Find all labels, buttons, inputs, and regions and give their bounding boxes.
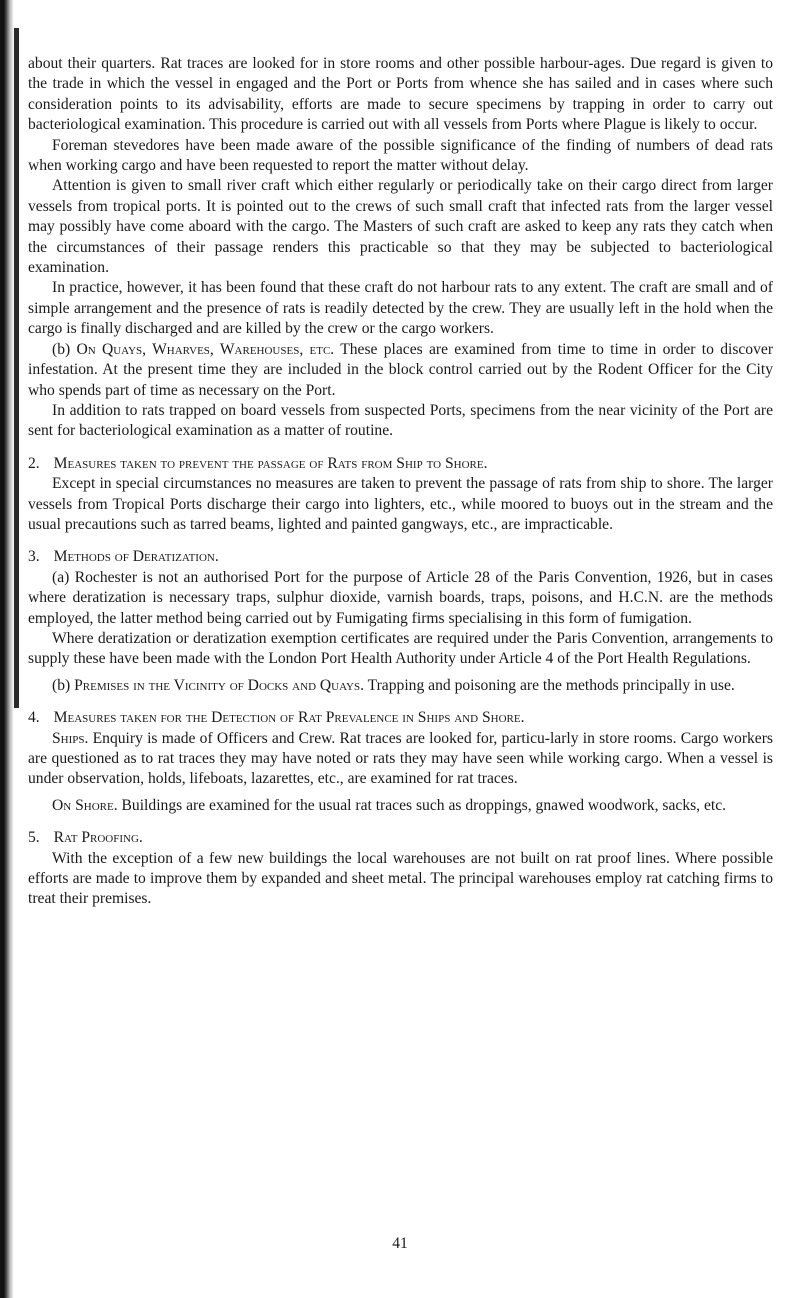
subsection-heading: On Quays, Wharves, Warehouses, etc. [76,340,335,358]
paragraph [28,796,773,816]
subsection-label: (b) [52,340,71,358]
paragraph-text: Trapping and poisoning are the methods principally in use. [367,676,735,694]
section-number: 3. [28,548,40,566]
subsection-label: (b) [52,676,71,694]
paragraph: With the exception of a few new buildings the local warehouses are not built on rat proof lines. Where possible efforts are made to improve them by expanded and sheet metal. The principal warehouses employ rat catching firms to treat their premises. [28,849,773,908]
paragraph: (a) Rochester is not an authorised Port for the purpose of Article 28 of the Paris Convention, 1926, but in cases where deratization is necessary traps, sulphur dioxide, varnish boards, traps, poisons, and H.C.N. are the methods employed, the latter method being carried out by Fumigating firms specialising in this form of fumigation. [28,568,773,627]
paragraph: Attention is given to small river craft which either regularly or periodically take on their cargo direct from larger vessels from tropical ports. It is pointed out to the crews of such small craft that infected rats from the larger vessel may possibly have come aboard with the cargo. The Masters of such craft are asked to keep any rats they catch when the circumstances of their passage renders this practicable so that they may be subjected to bacteriological examination. [28,177,773,277]
section-title: Methods of Deratization. [53,548,219,566]
paragraph [28,729,773,790]
paragraph [28,676,773,696]
paragraph: about their quarters. Rat traces are looked for in store rooms and other possible harbour-ages. Due regard is given to the trade in which the vessel in engaged and the Port or Ports from whence she has sailed and in cases where such consideration points to its advisability, efforts are made to secure specimens by trapping in order to carry out bacteriological examination. This procedure is carried out with all vessels from Ports where Plague is likely to occur. [28,55,773,134]
paragraph-text: Enquiry is made of Officers and Crew. Rat traces are looked for, particu-larly in store rooms. Cargo workers are questioned as to rat traces they may have noted or rats they may have seen while working cargo. When a vessel is under observation, holds, lifeboats, lazarettes, etc., are examined for rat traces. [28,729,773,788]
paragraph: Foreman stevedores have been made aware of the possible significance of the finding of numbers of dead rats when working cargo and have been requested to report the matter without delay. [28,136,773,175]
section-number: 4. [28,709,40,727]
paragraph: In addition to rats trapped on board vessels from suspected Ports, specimens from the near vicinity of the Port are sent for bacteriological examination as a matter of routine. [28,401,773,440]
section-heading [28,708,773,728]
subsection-heading: Ships. [52,729,89,747]
paragraph-text: Buildings are examined for the usual rat traces such as droppings, gnawed woodwork, sacks, etc. [121,796,727,814]
page-number: 41 [392,1235,408,1252]
subsection-heading: On Shore. [52,796,118,814]
section-heading [28,454,773,474]
section-title: Rat Proofing. [53,829,143,847]
page-binding-edge [0,0,14,1298]
page-binding-shadow [14,28,19,708]
paragraph: Where deratization or deratization exemption certificates are required under the Paris Convention, arrangements to supply these have been made with the London Port Health Authority under Article 4 of the Port Health Regulations. [28,629,773,668]
section-title: Measures taken to prevent the passage of Rats from Ship to Shore. [53,454,488,472]
paragraph: In practice, however, it has been found that these craft do not harbour rats to any extent. The craft are small and of simple arrangement and the presence of rats is readily detected by the crew. They are usually left in the hold when the cargo is finally discharged and are killed by the crew or the cargo workers. [28,279,773,338]
section-heading [28,828,773,848]
section-title: Measures taken for the Detection of Rat Prevalence in Ships and Shore. [53,709,525,727]
paragraph [28,340,773,401]
subsection-heading: Premises in the Vicinity of Docks and Quays. [74,676,365,694]
paragraph-text: These places are examined from time to time in order to discover infestation. At the present time they are included in the block control carried out by the Rodent Officer for the City who spends part of time as necessary on the Port. [28,340,774,399]
section-heading [28,547,773,567]
paragraph: Except in special circumstances no measures are taken to prevent the passage of rats from ship to shore. The larger vessels from Tropical Ports discharge their cargo into lighters, etc., while moored to buoys out in the stream and the usual precautions such as tarred beams, lighted and painted gangways, etc., are impracticable. [28,475,773,533]
section-number: 5. [28,829,40,847]
document-page [28,54,773,910]
section-number: 2. [28,454,40,472]
